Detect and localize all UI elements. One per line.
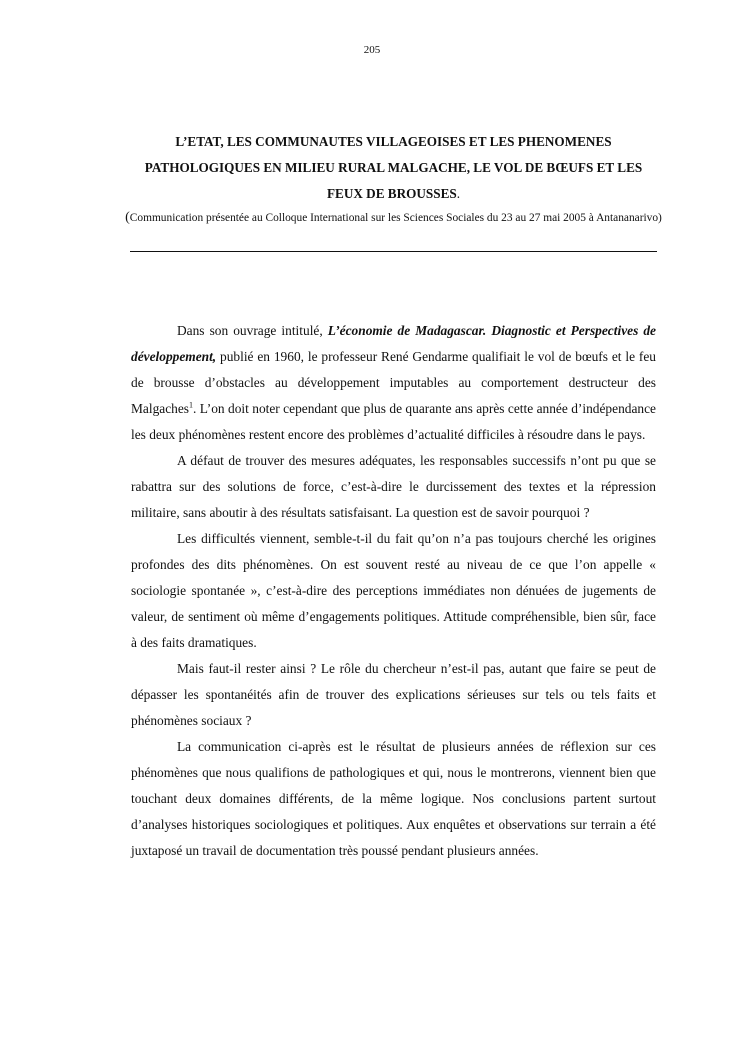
title-period: . [456, 186, 460, 201]
subtitle-open-paren: ( [125, 210, 130, 225]
title-divider [130, 251, 657, 252]
paper-subtitle [120, 205, 667, 231]
paper-title [130, 129, 657, 207]
footnote-ref-1[interactable]: 1 [189, 400, 194, 410]
subtitle-text: Communication présentée au Colloque International sur les Sciences Sociales du 23 au 27 mai 2005 à Antananarivo) [129, 212, 662, 224]
paragraph-3: Les difficultés viennent, semble-t-il du fait qu’on n’a pas toujours cherché les origines profondes des dits phénomènes. On est souvent resté au niveau de ce que l’on appelle « sociologie spontanée », c’est-à-dire des perceptions immédiates non dénuées de jugements de valeur, de sentiment où même d’engagements politiques. Attitude compréhensible, bien sûr, face à des faits dramatiques. [131, 531, 656, 650]
body-text [131, 318, 656, 864]
paragraph-1-after: . L’on doit noter cependant que plus de quarante ans après cette année d’indépendance les deux phénomènes restent encore des problèmes d’actualité difficiles à résoudre dans le pays. [131, 401, 656, 442]
book-title: L’économie de Madagascar. Diagnostic et Perspectives de développement, [131, 323, 656, 364]
paragraph-1-before: Dans son ouvrage intitulé, [177, 323, 328, 338]
paragraph-1 [131, 318, 656, 448]
title-text: L’ETAT, LES COMMUNAUTES VILLAGEOISES ET LES PHENOMENES PATHOLOGIQUES EN MILIEU RURAL MALGACHE, LE VOL DE BŒUFS ET LES FEUX DE BROUSSES [144, 134, 643, 201]
paragraph-4: Mais faut-il rester ainsi ? Le rôle du chercheur n’est-il pas, autant que faire se peut de dépasser les spontanéités afin de trouver des explications sérieuses sur tels ou tels faits et phénomènes sociaux ? [131, 661, 656, 728]
page-number: 205 [363, 44, 381, 56]
paragraph-5: La communication ci-après est le résultat de plusieurs années de réflexion sur ces phénomènes que nous qualifions de pathologiques et qui, nous le montrerons, viennent bien que touchant deux domaines différents, de la même logique. Nos conclusions partent surtout d’analyses historiques sociologiques et politiques. Aux enquêtes et observations sur terrain a été juxtaposé un travail de documentation très poussé pendant plusieurs années. [131, 739, 656, 858]
paragraph-2: A défaut de trouver des mesures adéquates, les responsables successifs n’ont pu que se rabattra sur des solutions de force, c’est-à-dire le durcissement des textes et la répression militaire, sans aboutir à des résultats satisfaisant. La question est de savoir pourquoi ? [131, 453, 656, 520]
paragraph-1-middle: publié en 1960, le professeur René Gendarme qualifiait le vol de bœufs et le feu de brousse d’obstacles au développement imputables au comportement destructeur des Malgaches [131, 349, 656, 416]
